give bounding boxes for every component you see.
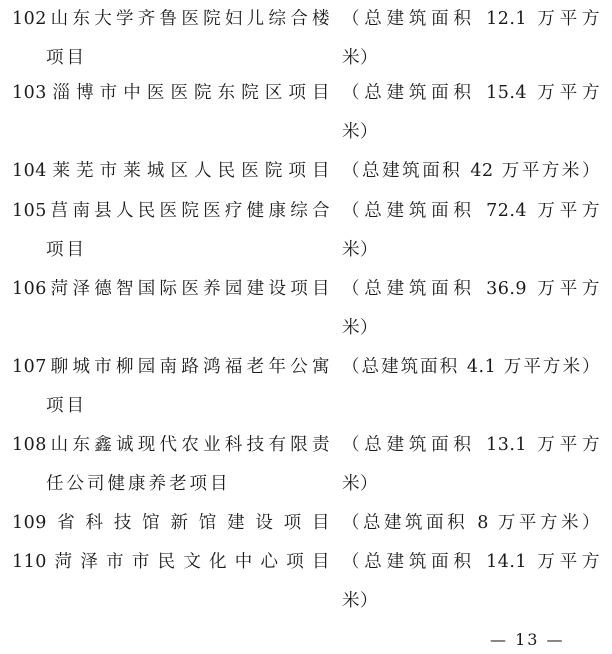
project-entry-105 (12, 192, 602, 270)
floor-area: （总建筑面积 14.1 万平方 (342, 552, 600, 572)
project-name-continued: 项目 (46, 240, 87, 260)
entry-line (12, 504, 602, 543)
project-name-continued: 任公司健康养老项目 (46, 474, 231, 494)
project-entry-110 (12, 543, 602, 621)
floor-area-continued: 米） (342, 48, 378, 68)
floor-area: （总建筑面积 13.1 万平方 (342, 435, 600, 455)
project-name: 105莒南县人民医院医疗健康综合 (12, 201, 330, 221)
entry-line (12, 0, 602, 39)
floor-area: （总建筑面积 12.1 万平方 (342, 9, 600, 29)
entry-line (12, 543, 602, 582)
entry-line (12, 152, 602, 191)
entry-line (12, 192, 602, 231)
project-entry-107 (12, 348, 602, 426)
project-name: 107聊城市柳园南路鸿福老年公寓 (12, 357, 330, 377)
project-entry-109 (12, 504, 602, 543)
project-entry-104 (12, 152, 602, 191)
entry-line (12, 309, 602, 348)
project-name: 102山东大学齐鲁医院妇儿综合楼 (12, 9, 330, 29)
entry-line (12, 39, 602, 78)
floor-area: （总建筑面积 4.1 万平方米） (342, 357, 600, 377)
entry-line (12, 582, 602, 621)
floor-area-continued: 米） (342, 474, 378, 494)
entry-line (12, 231, 602, 270)
floor-area-continued: 米） (342, 318, 378, 338)
floor-area: （总建筑面积 8 万平方米） (342, 513, 600, 533)
project-name: 104莱芜市莱城区人民医院项目 (12, 161, 330, 181)
entry-line (12, 426, 602, 465)
project-name: 103淄博市中医医院东院区项目 (12, 83, 330, 103)
project-name: 109省科技馆新馆建设项目 (12, 513, 330, 533)
project-entry-102 (12, 0, 602, 78)
floor-area-continued: 米） (342, 122, 378, 142)
entry-line (12, 113, 602, 152)
floor-area: （总建筑面积 42 万平方米） (342, 161, 600, 181)
floor-area-continued: 米） (342, 591, 378, 611)
floor-area: （总建筑面积 72.4 万平方 (342, 201, 600, 221)
page-number: — 13 — (490, 630, 565, 649)
floor-area-continued: 米） (342, 240, 378, 260)
entry-line (12, 270, 602, 309)
entry-line (12, 348, 602, 387)
project-entry-106 (12, 270, 602, 348)
entry-line (12, 465, 602, 504)
project-entry-103 (12, 74, 602, 152)
project-name: 108山东鑫诚现代农业科技有限责 (12, 435, 330, 455)
project-name: 106菏泽德智国际医养园建设项目 (12, 279, 330, 299)
entry-line (12, 74, 602, 113)
floor-area: （总建筑面积 36.9 万平方 (342, 279, 600, 299)
entry-line (12, 387, 602, 426)
floor-area: （总建筑面积 15.4 万平方 (342, 83, 600, 103)
project-name: 110菏泽市市民文化中心项目 (12, 552, 330, 572)
project-entry-108 (12, 426, 602, 504)
project-name-continued: 项目 (46, 396, 87, 416)
project-name-continued: 项目 (46, 48, 87, 68)
